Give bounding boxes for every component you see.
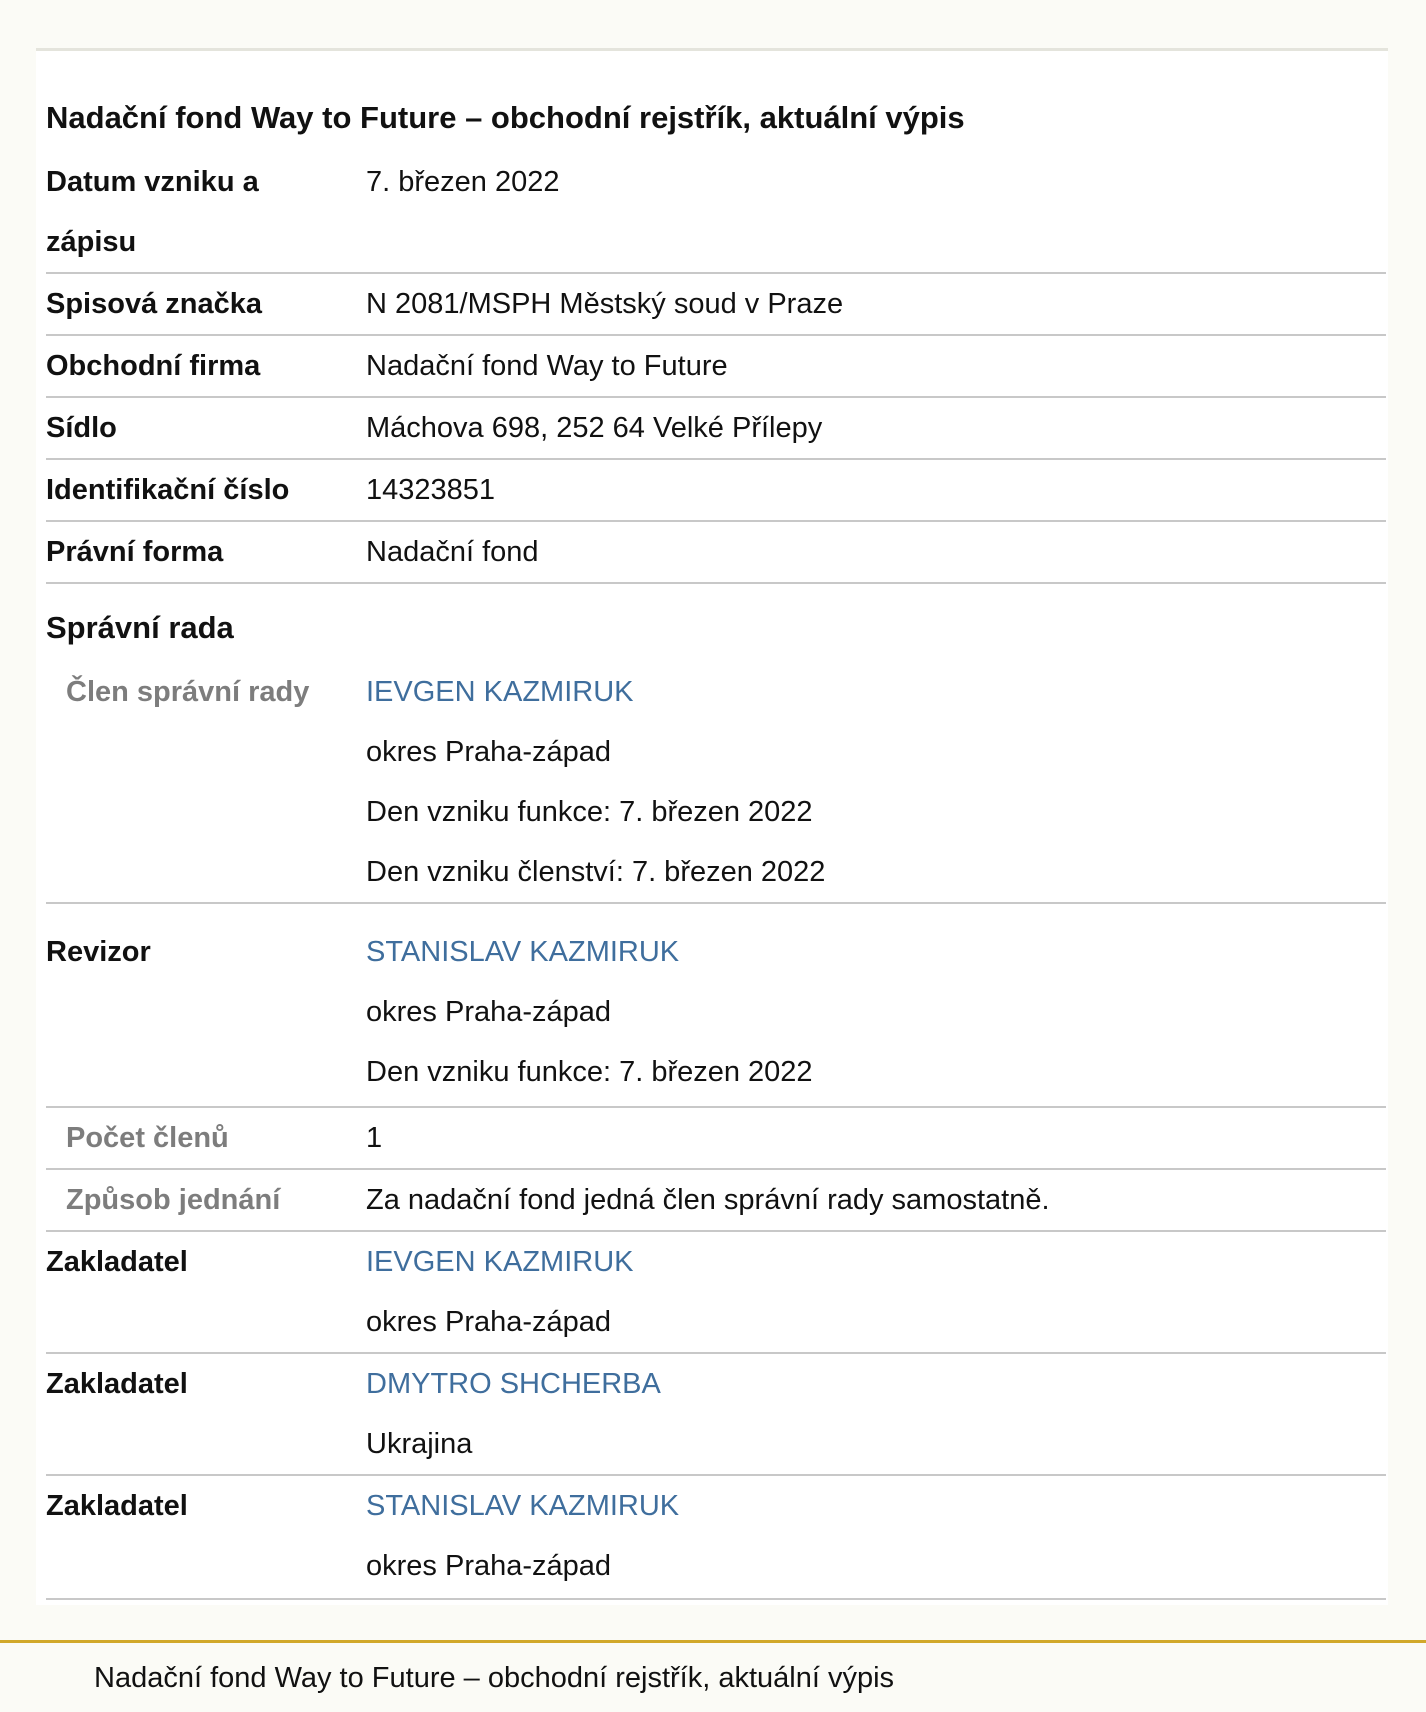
page-title: Nadační fond Way to Future – obchodní rejstřík, aktuální výpis <box>46 100 965 135</box>
row-value <box>366 1170 1376 1230</box>
row-value <box>366 1108 1376 1168</box>
row-member-count <box>46 1108 1386 1170</box>
row-founder <box>46 1476 1386 1600</box>
person-link[interactable]: DMYTRO SHCHERBA <box>366 1368 661 1400</box>
row-value <box>366 922 1376 1102</box>
row-label: Datum vzniku a zápisu <box>46 166 259 258</box>
row-label: Obchodní firma <box>46 350 261 382</box>
row-value <box>366 1354 1376 1474</box>
row-value <box>366 336 1376 396</box>
acting-method: Za nadační fond jedná člen správní rady samostatně. <box>366 1184 1050 1216</box>
membership-start: Den vzniku členství: 7. březen 2022 <box>366 856 826 888</box>
row-value <box>366 398 1376 458</box>
founding-date: 7. březen 2022 <box>366 166 560 198</box>
row-value <box>366 152 1376 212</box>
row-label: Právní forma <box>46 536 224 568</box>
row-founder <box>46 1232 1386 1354</box>
row-spisova-znacka <box>46 274 1386 336</box>
file-number: N 2081/MSPH Městský soud v Praze <box>366 288 844 320</box>
row-label: Zakladatel <box>46 1368 188 1400</box>
person-link[interactable]: IEVGEN KAZMIRUK <box>366 676 634 708</box>
row-label: Zakladatel <box>46 1246 188 1278</box>
row-sidlo <box>46 398 1386 460</box>
row-value <box>366 662 1376 902</box>
row-label: Sídlo <box>46 412 117 444</box>
row-auditor <box>46 904 1386 1108</box>
row-value <box>366 1476 1376 1596</box>
person-district: okres Praha-západ <box>366 736 612 768</box>
person-link[interactable]: IEVGEN KAZMIRUK <box>366 1246 634 1278</box>
company-name: Nadační fond Way to Future <box>366 350 728 382</box>
row-label: Spisová značka <box>46 288 262 320</box>
row-pravni-forma <box>46 522 1386 584</box>
address: Máchova 698, 252 64 Velké Přílepy <box>366 412 823 444</box>
row-datum-vzniku <box>46 150 1386 274</box>
row-obchodni-firma <box>46 336 1386 398</box>
section-heading-board: Správní rada <box>46 610 234 645</box>
ico-value: 14323851 <box>366 474 496 506</box>
person-link[interactable]: STANISLAV KAZMIRUK <box>366 1490 680 1522</box>
row-value <box>366 274 1376 334</box>
row-label: Způsob jednání <box>66 1184 281 1216</box>
person-location: okres Praha-západ <box>366 1550 612 1582</box>
function-start: Den vzniku funkce: 7. březen 2022 <box>366 796 813 828</box>
row-label: Revizor <box>46 936 151 968</box>
row-label: Zakladatel <box>46 1490 188 1522</box>
row-label: Identifikační číslo <box>46 474 290 506</box>
row-ico <box>46 460 1386 522</box>
row-value <box>366 1232 1376 1352</box>
footer-divider <box>0 1640 1426 1643</box>
row-acting <box>46 1170 1386 1232</box>
row-label: Člen správní rady <box>66 676 310 708</box>
row-label: Počet členů <box>66 1122 229 1154</box>
row-founder <box>46 1354 1386 1476</box>
row-value <box>366 522 1376 582</box>
function-start: Den vzniku funkce: 7. březen 2022 <box>366 1056 813 1088</box>
person-district: okres Praha-západ <box>366 996 612 1028</box>
person-location: okres Praha-západ <box>366 1306 612 1338</box>
row-board-member <box>46 662 1386 904</box>
person-link[interactable]: STANISLAV KAZMIRUK <box>366 936 680 968</box>
member-count: 1 <box>366 1122 383 1154</box>
legal-form: Nadační fond <box>366 536 539 568</box>
footer-title: Nadační fond Way to Future – obchodní rejstřík, aktuální výpis <box>94 1662 895 1694</box>
row-value <box>366 460 1376 520</box>
person-location: Ukrajina <box>366 1428 473 1460</box>
